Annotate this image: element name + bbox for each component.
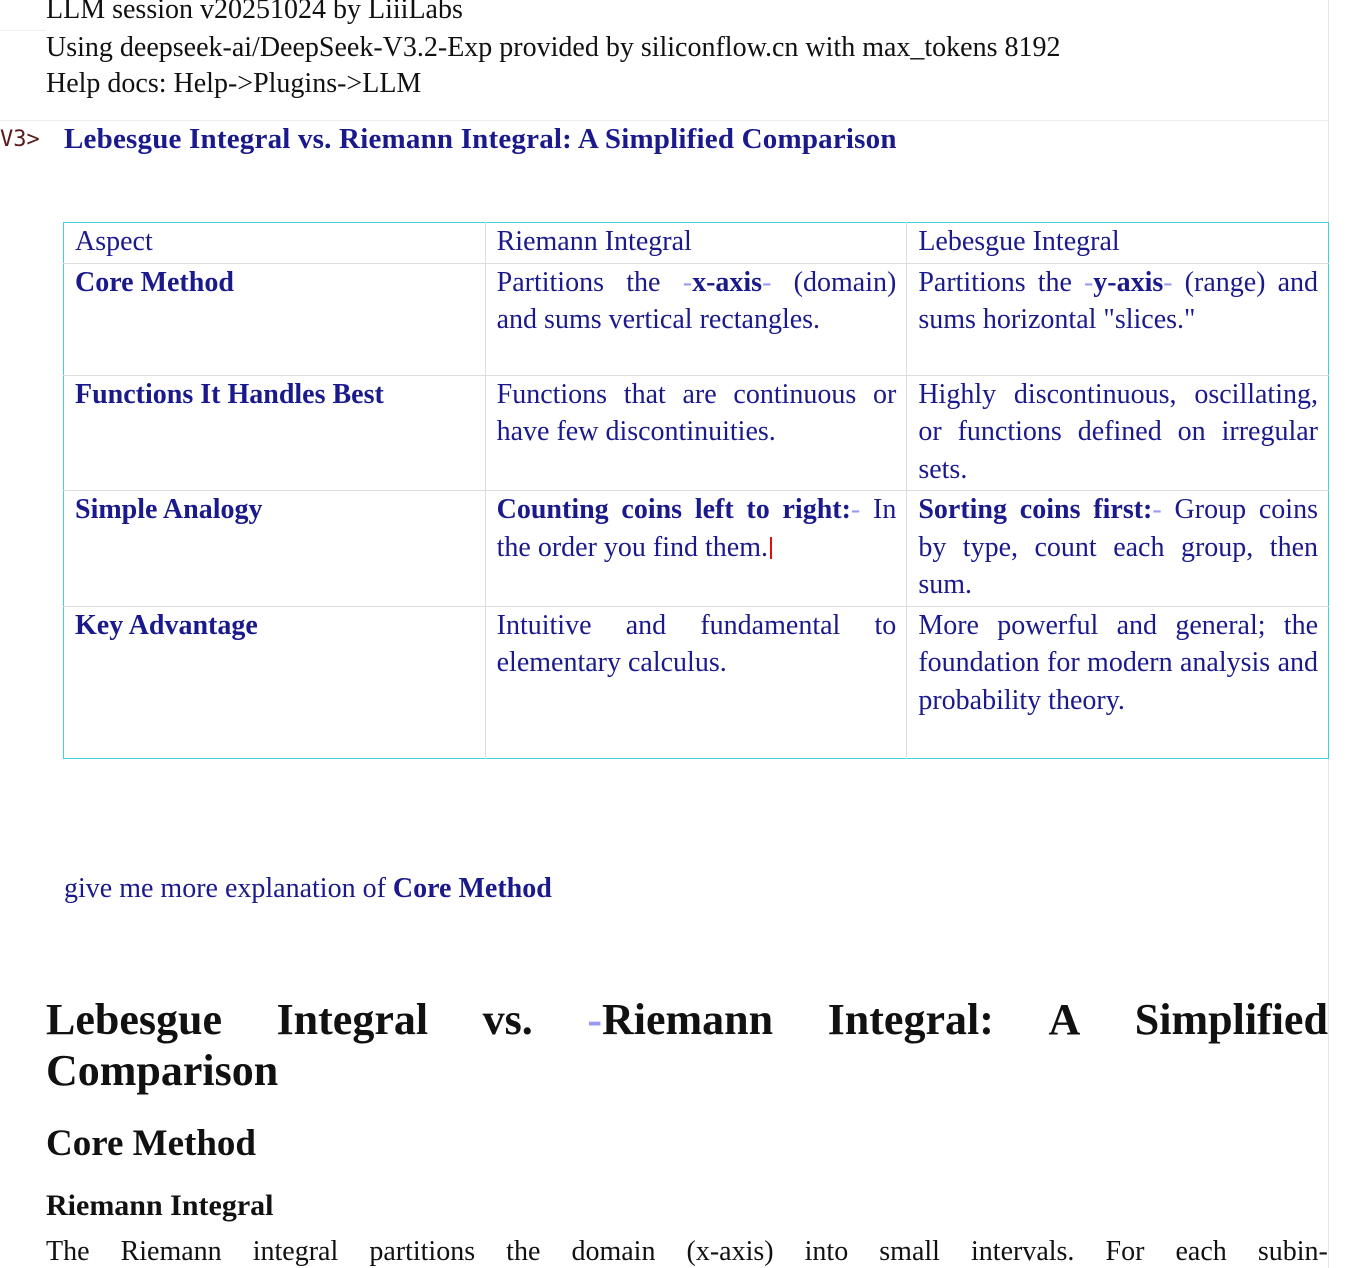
table-cell-riemann: Functions that are continuous or have few discontinuities. xyxy=(485,375,907,491)
cell-text: Partitions the xyxy=(496,266,683,298)
table-header-cell: Lebesgue Integral xyxy=(907,223,1329,264)
title-word: A xyxy=(1048,995,1081,1044)
format-marker: - xyxy=(587,995,602,1044)
format-marker: - xyxy=(682,266,693,298)
banner-separator xyxy=(0,30,46,31)
followup-question[interactable] xyxy=(64,870,552,908)
cell-text: (domain) and sums vertical rectangles. xyxy=(496,266,897,335)
table-header-cell: Aspect xyxy=(75,226,153,257)
para-word: domain xyxy=(571,1236,656,1267)
table-row xyxy=(64,263,1329,375)
table-cell-lebesgue xyxy=(907,491,1329,607)
response-title-line-1 xyxy=(46,994,1328,1045)
cell-text: Group coins by type, count each group, then sum. xyxy=(918,494,1318,600)
cell-text: In the order you find them. xyxy=(496,494,897,563)
table-cell-lebesgue: Highly discontinuous, oscillating, or functions defined on irregular sets. xyxy=(907,375,1329,491)
followup-text: give me more explanation of xyxy=(64,873,393,904)
title-word: Integral xyxy=(276,995,429,1044)
title-word: Riemann xyxy=(602,995,774,1044)
format-marker: - xyxy=(1163,266,1173,298)
format-marker: - xyxy=(1152,494,1162,525)
format-marker: - xyxy=(762,266,772,298)
session-banner: LLM session v20251024 by LiiiLabs xyxy=(46,0,463,25)
title-word: Integral: xyxy=(827,995,994,1044)
table-row xyxy=(64,375,1329,491)
title-word: vs. xyxy=(482,995,533,1044)
prompt-label: V3> xyxy=(0,127,40,152)
table-header-row xyxy=(64,223,1329,264)
table-cell-aspect: Simple Analogy xyxy=(64,491,486,607)
session-help-line: Help docs: Help->Plugins->LLM xyxy=(46,68,422,99)
para-word: the xyxy=(506,1236,541,1267)
cell-bold-text: Counting coins left to right: xyxy=(496,494,851,525)
cell-bold-text: Sorting coins first: xyxy=(918,494,1153,525)
table-cell-riemann xyxy=(485,263,907,375)
table-cell-riemann xyxy=(485,491,907,607)
title-word: Lebesgue xyxy=(46,995,222,1044)
response-paragraph xyxy=(46,1233,1328,1268)
response-section-heading: Core Method xyxy=(46,1123,256,1164)
cell-text: (range) and sums horizontal "slices." xyxy=(918,266,1318,335)
table-row xyxy=(64,606,1329,758)
table-cell-aspect: Core Method xyxy=(64,263,486,375)
para-word: The xyxy=(46,1236,90,1267)
table-cell-lebesgue xyxy=(907,263,1329,375)
cell-bold-text: y-axis xyxy=(1093,266,1164,298)
para-word: Riemann xyxy=(120,1236,222,1267)
table-cell-riemann: Intuitive and fundamental to elementary calculus. xyxy=(485,606,907,758)
para-word: small xyxy=(879,1236,940,1267)
title-word-marked xyxy=(587,994,773,1045)
format-marker: - xyxy=(850,494,861,525)
para-word: intervals. xyxy=(971,1236,1075,1267)
para-word: For xyxy=(1105,1236,1145,1267)
para-word: each xyxy=(1175,1236,1227,1267)
table-cell-lebesgue: More powerful and general; the foundation for modern analysis and probability theory. xyxy=(907,606,1329,758)
para-word: into xyxy=(804,1236,849,1267)
table-header-cell: Riemann Integral xyxy=(485,223,907,264)
para-word: (x-axis) xyxy=(686,1236,774,1267)
comparison-table xyxy=(63,222,1329,759)
para-word: subin- xyxy=(1257,1236,1328,1267)
table-cell-aspect: Functions It Handles Best xyxy=(64,375,486,491)
text-cursor xyxy=(770,537,772,559)
format-marker: - xyxy=(1083,266,1094,298)
prompt-input-text[interactable]: Lebesgue Integral vs. Riemann Integral: A Simplified Comparison xyxy=(64,123,897,155)
response-title-line-2: Comparison xyxy=(46,1046,279,1095)
cell-text: Partitions the xyxy=(918,266,1084,298)
para-word: partitions xyxy=(369,1236,476,1267)
response-subsection-heading: Riemann Integral xyxy=(46,1189,274,1222)
session-model-line: Using deepseek-ai/DeepSeek-V3.2-Exp provided by siliconflow.cn with max_tokens 8192 xyxy=(46,32,1061,63)
response-title xyxy=(46,994,1328,1096)
cell-bold-text: x-axis xyxy=(692,266,763,298)
followup-bold-text: Core Method xyxy=(392,873,552,904)
table-row xyxy=(64,491,1329,607)
table-cell-aspect: Key Advantage xyxy=(64,606,486,758)
para-word: integral xyxy=(252,1236,339,1267)
title-word: Simplified xyxy=(1134,995,1328,1044)
